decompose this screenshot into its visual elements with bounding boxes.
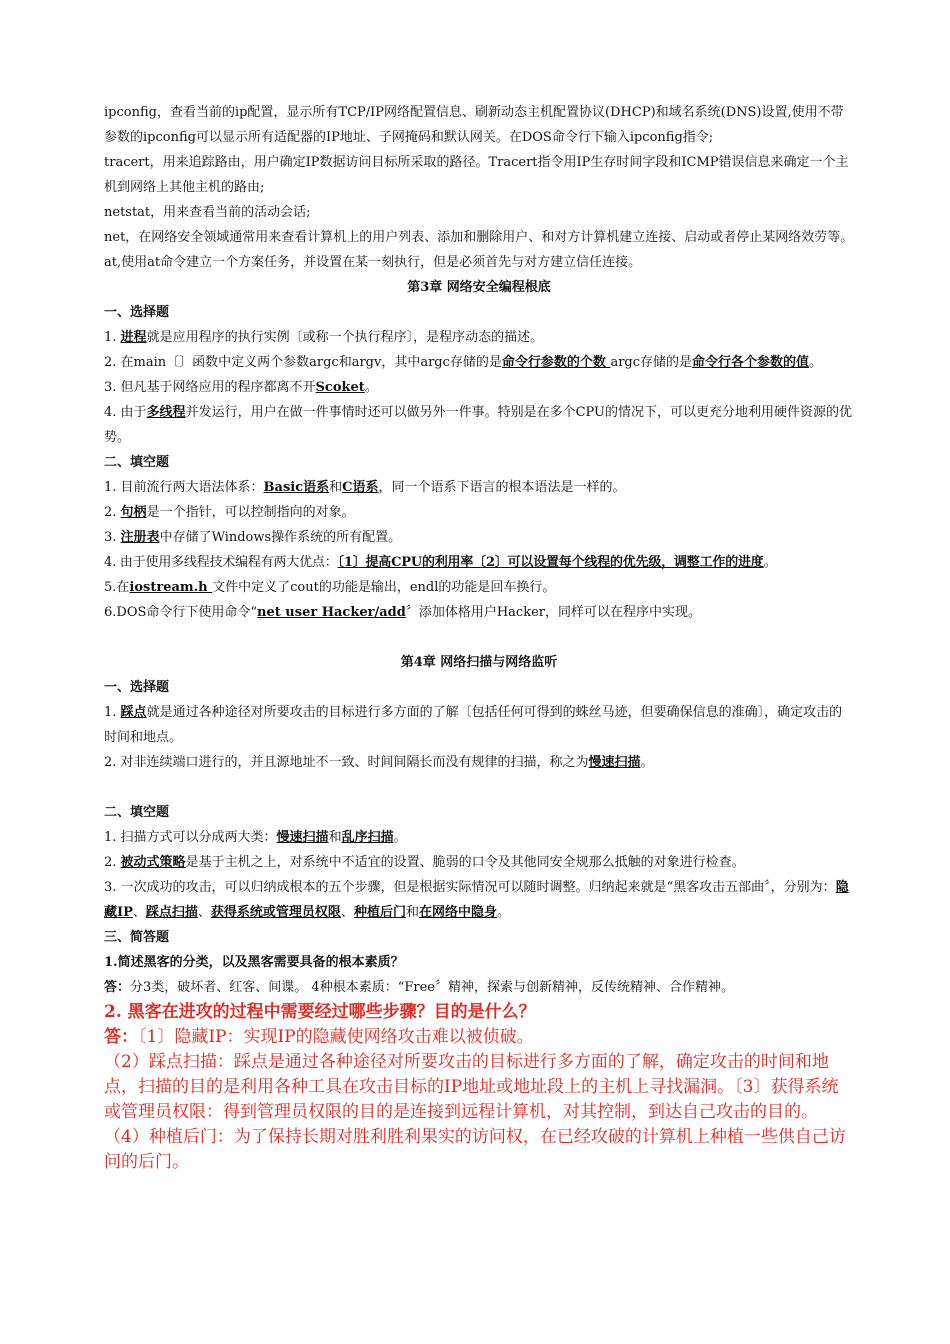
text: 并发运行，用户在做一件事情时还可以做另外一件事。特别是在多个CPU的情况下，可以更充分地利用硬件资源的优势。 (104, 405, 852, 445)
answer: 〔1〕提高CPU的利用率〔2〕可以设置每个线程的优先级，调整工作的进度 (337, 555, 764, 570)
text: 、 (132, 905, 146, 920)
text: 1. 扫描方式可以分成两大类： (104, 830, 277, 845)
answer: 踩点 (120, 705, 147, 720)
text: 。 (496, 905, 510, 920)
ch4-section-fill: 二、填空题 (104, 805, 170, 820)
text: 6.DOS命令行下使用命令“ (104, 605, 258, 620)
chapter3-title: 第3章 网络安全编程根底 (407, 280, 551, 295)
ch3-fill-4 (104, 550, 854, 575)
text: 就是应用程序的执行实例〔或称一个执行程序〕，是程序动态的描述。 (146, 330, 544, 345)
text: 和 (328, 830, 342, 845)
answer: 踩点扫描 (145, 905, 198, 920)
text: 和 (329, 480, 343, 495)
answer: 乱序扫描 (341, 830, 394, 845)
ch3-fill-2 (104, 500, 854, 525)
ch3-fill-3 (104, 525, 854, 550)
answer: Scoket (315, 380, 365, 395)
text: 3. 但凡基于网络应用的程序都离不开 (104, 380, 316, 395)
text: 和 (405, 905, 419, 920)
answer: net user Hacker/add (257, 605, 406, 620)
ch4-short-a2-p3: （4）种植后门：为了保持长期对胜利胜利果实的访问权，在已经攻破的计算机上种植一些供自己访问的后门。 (104, 1127, 846, 1172)
ch4-choice-1 (104, 700, 854, 750)
answer: 命令行各个参数的值 (692, 355, 810, 370)
answer: 被动式策略 (120, 855, 186, 870)
answer: 种植后门 (353, 905, 406, 920)
answer: 多线程 (146, 405, 186, 420)
text: 是一个指针，可以控制指向的对象。 (146, 505, 355, 520)
ch3-fill-6 (104, 600, 854, 625)
text: 2. 对非连续端口进行的，并且源地址不一致、时间间隔长而没有规律的扫描，称之为 (104, 755, 589, 770)
text: 2. 在main〔〕函数中定义两个参数argc和argv，其中argc存储的是 (104, 355, 502, 370)
text: argc存储的是 (610, 355, 693, 370)
chapter4-title: 第4章 网络扫描与网络监听 (400, 655, 558, 670)
answer: 进程 (120, 330, 147, 345)
text: 、 (340, 905, 354, 920)
ch4-section-choice: 一、选择题 (104, 680, 170, 695)
ch4-fill-3 (104, 875, 854, 925)
ch3-choice-4 (104, 400, 854, 450)
document-page (104, 100, 854, 1175)
text: 5.在 (104, 580, 130, 595)
ch4-fill-2 (104, 850, 854, 875)
text: 1. (104, 330, 121, 345)
answer: 隐藏IP (104, 880, 849, 920)
intro-ipconfig: ipconfig，查看当前的ip配置，显示所有TCP/IP网络配置信息、刷新动态主机配置协议(DHCP)和域名系统(DNS)设置,使用不带参数的ipconfig可以显示所有适配器的IP地址、子网掩码和默认网关。在DOS命令行下输入ipconfig指令; (104, 105, 844, 145)
ch4-section-short: 三、简答题 (104, 930, 170, 945)
text: 。 (393, 830, 407, 845)
text: 〞添加体格用户Hacker，同样可以在程序中实现。 (405, 605, 701, 620)
text: 。 (640, 755, 654, 770)
spacer (104, 625, 854, 650)
text: 分3类，破坏者、红客、间谍。 4种根本素质：“Free〞精神，探索与创新精神，反传统精神、合作精神。 (130, 980, 734, 995)
answer: iostream.h (129, 580, 213, 595)
ch4-fill-1 (104, 825, 854, 850)
answer: C语系 (342, 480, 379, 495)
text: 。 (364, 380, 378, 395)
answer: 获得系统或管理员权限 (210, 905, 341, 920)
text: 是基于主机之上，对系统中不适宜的设置、脆弱的口令及其他同安全规那么抵触的对象进行检查。 (185, 855, 745, 870)
text: 3. (104, 530, 121, 545)
answer: 慢速扫描 (588, 755, 641, 770)
text: 4. 由于 (104, 405, 147, 420)
ch3-section-choice: 一、选择题 (104, 305, 170, 320)
ch3-choice-1 (104, 325, 854, 350)
text: 〔1〕隐藏IP：实现IP的隐藏使网络攻击难以被侦破。 (138, 1027, 534, 1047)
ch4-short-a2-p1 (104, 1025, 854, 1050)
text: 中存储了Windows操作系统的所有配置。 (159, 530, 402, 545)
text: 。 (763, 555, 777, 570)
ch4-short-a1 (104, 975, 854, 1000)
intro-netstat: netstat，用来查看当前的活动会话; (104, 205, 311, 220)
text: 4. 由于使用多线程技术编程有两大优点： (104, 555, 338, 570)
answer-label: 答： (104, 980, 131, 995)
ch3-choice-3 (104, 375, 854, 400)
answer-label: 答： (104, 1027, 138, 1047)
text: 1. (104, 705, 121, 720)
answer: Basic语系 (263, 480, 330, 495)
intro-net: net，在网络安全领域通常用来查看计算机上的用户列表、添加和删除用户、和对方计算机建立连接、启动或者停止某网络效劳等。 (104, 230, 854, 245)
text: 1. 目前流行两大语法体系： (104, 480, 264, 495)
text: 3. 一次成功的攻击，可以归纳成根本的五个步骤，但是根据实际情况可以随时调整。归纳起来就是“黑客攻击五部曲〞，分别为： (104, 880, 836, 895)
text: ，同一个语系下语言的根本语法是一样的。 (378, 480, 626, 495)
intro-at: at,使用at命令建立一个方案任务，并设置在某一刻执行，但是必须首先与对方建立信任连接。 (104, 255, 642, 270)
answer: 在网络中隐身 (418, 905, 497, 920)
intro-tracert: tracert，用来追踪路由，用户确定IP数据访问目标所采取的路径。Tracert指令用IP生存时间字段和ICMP错误信息来确定一个主机到网络上其他主机的路由; (104, 155, 849, 195)
ch4-short-q1: 1.简述黑客的分类，以及黑客需要具备的根本素质？ (104, 955, 404, 970)
spacer (104, 775, 854, 800)
text: 2. (104, 505, 121, 520)
text: 2. (104, 855, 121, 870)
answer: 命令行参数的个数 (501, 355, 611, 370)
answer: 句柄 (120, 505, 147, 520)
text: 文件中定义了cout的功能是输出，endl的功能是回车换行。 (212, 580, 556, 595)
text: 、 (197, 905, 211, 920)
ch4-short-a2-p2: （2）踩点扫描：踩点是通过各种途径对所要攻击的目标进行多方面的了解，确定攻击的时间和地点，扫描的目的是利用各种工具在攻击目标的IP地址或地址段上的主机上寻找漏洞。〔3〕获得系统或管理员权限：得到管理员权限的目的是连接到远程计算机，对其控制，到达自己攻击的目的。 (104, 1052, 839, 1122)
ch3-fill-1 (104, 475, 854, 500)
text: 。 (809, 355, 823, 370)
answer: 注册表 (120, 530, 160, 545)
ch4-short-q2: 2. 黑客在进攻的过程中需要经过哪些步骤？目的是什么？ (104, 1002, 536, 1022)
ch4-choice-2 (104, 750, 854, 775)
ch3-fill-5 (104, 575, 854, 600)
text: 就是通过各种途径对所要攻击的目标进行多方面的了解〔包括任何可得到的蛛丝马迹，但要确保信息的准确〕，确定攻击的时间和地点。 (104, 705, 843, 745)
answer: 慢速扫描 (276, 830, 329, 845)
ch3-section-fill: 二、填空题 (104, 455, 170, 470)
ch3-choice-2 (104, 350, 854, 375)
